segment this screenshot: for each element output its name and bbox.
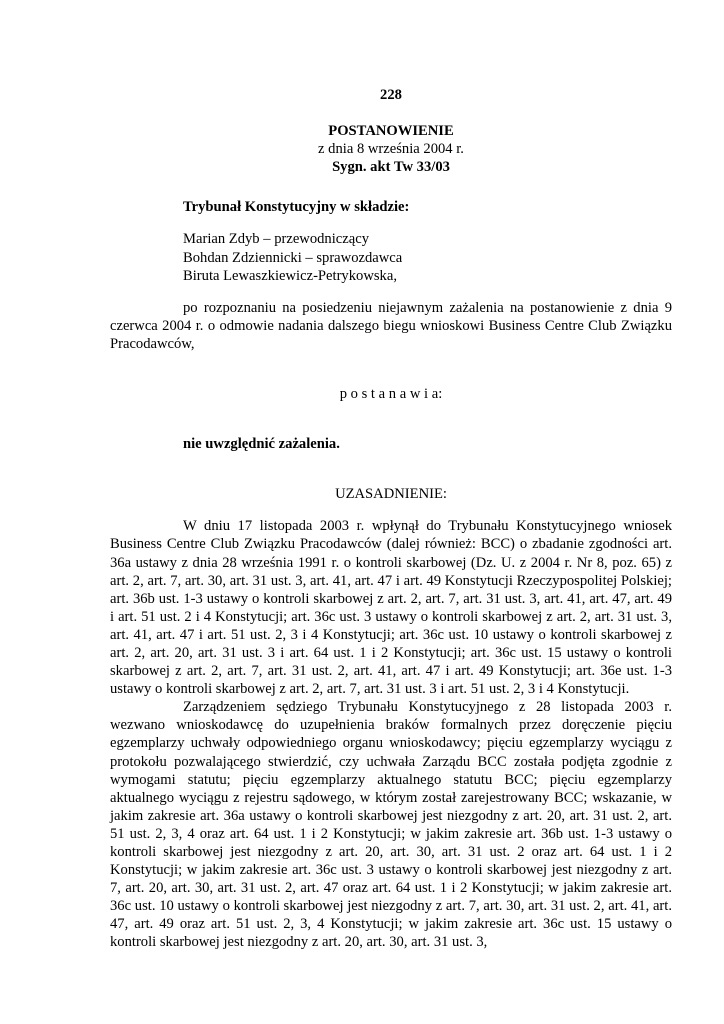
justification-paragraph-2: Zarządzeniem sędziego Trybunału Konstytucyjnego z 28 listopada 2003 r. wezwano wnioskodawcę do uzupełnienia braków formalnych przez doręczenie pięciu egzemplarzy uchwały odpowiedniego organu wnioskodawcy; pięciu egzemplarzy wyciągu z protokołu pozwalającego stwierdzić, czy uchwała Zarządu BCC została podjęta zgodnie z wymogami statutu; pięciu egzemplarzy aktualnego statutu BCC; pięciu egzemplarzy aktualnego wyciągu z rejestru sądowego, w którym został zarejestrowany BCC; wskazanie, w jakim zakresie art. 36a ustawy o kontroli skarbowej jest niezgodny z art. 20, art. 31 ust. 2, art. 51 ust. 2, 3, 4 oraz art. 64 ust. 1 i 2 Konstytucji; w jakim zakresie art. 36b ust. 1-3 ustawy o kontroli skarbowej jest niezgodny z art. 20, art. 30, art. 31 ust. 2 oraz art. 64 ust. 1 i 2 Konstytucji; w jakim zakresie art. 36c ust. 3 ustawy o kontroli skarbowej jest niezgodny z art. 7, art. 20, art. 30, art. 31 ust. 2, art. 47 oraz art. 64 ust. 1 i 2 Konstytucji; w jakim zakresie art. 36c ust. 10 ustawy o kontroli skarbowej jest niezgodny z art. 7, art. 30, art. 31 ust. 2, art. 41, art. 47, art. 49 oraz art. 51 ust. 2, 3, 4 Konstytucji; w jakim zakresie art. 36c ust. 15 ustawy o kontroli skarbowej jest niezgodny z art. 20, art. 30, art. 31 ust. 3, (110, 699, 672, 951)
decision-word: p o s t a n a w i a: (339, 386, 443, 403)
justification-paragraph-1: W dniu 17 listopada 2003 r. wpłynął do Trybunału Konstytucyjnego wniosek Business Centre Club Związku Pracodawców (dalej również: BCC) o zbadanie zgodności art. 36a ustawy z dnia 28 września 1991 r. o kontroli skarbowej (Dz. U. z 2004 r. Nr 8, poz. 65) z art. 2, art. 7, art. 30, art. 31 ust. 3, art. 41, art. 47 i art. 49 Konstytucji Rzeczypospolitej Polskiej; art. 36b ust. 1-3 ustawy o kontroli skarbowej z art. 2, art. 7, art. 31 ust. 3, art. 41, art. 47, art. 49 i art. 51 ust. 2 i 4 Konstytucji; art. 36c ust. 3 ustawy o kontroli skarbowej z art. 2, art. 31 ust. 3, art. 41, art. 47 i art. 51 ust. 2, 3 i 4 Konstytucji; art. 36c ust. 10 ustawy o kontroli skarbowej z art. 2, art. 20, art. 31 ust. 3 i art. 64 ust. 1 i 2 Konstytucji; art. 36c ust. 15 ustawy o kontroli skarbowej z art. 2, art. 7, art. 31 ust. 2, art. 41, art. 47 i art. 49 Konstytucji; art. 36e ust. 1-3 ustawy o kontroli skarbowej z art. 2, art. 7, art. 31 ust. 3 i art. 51 ust. 2, 3 i 4 Konstytucji. (110, 518, 672, 698)
member-rapporteur: Bohdan Zdziennicki – sprawozdawca (183, 249, 403, 266)
intro-paragraph: po rozpoznaniu na posiedzeniu niejawnym zażalenia na postanowienie z dnia 9 czerwca 2004 r. o odmowie nadania dalszego biegu wnioskowi Business Centre Club Związku Pracodawców, (110, 299, 672, 352)
page-number: 228 (380, 87, 402, 103)
composition-heading: Trybunał Konstytucyjny w składzie: (183, 199, 410, 216)
document-title: POSTANOWIENIE (328, 123, 454, 140)
member-third: Biruta Lewaszkiewicz-Petrykowska, (183, 267, 397, 284)
case-signature: Sygn. akt Tw 33/03 (332, 159, 450, 176)
member-chair: Marian Zdyb – przewodniczący (183, 231, 369, 248)
document-date: z dnia 8 września 2004 r. (318, 141, 464, 158)
document-body (110, 86, 672, 952)
justification-title: UZASADNIENIE: (335, 486, 447, 503)
decision-text: nie uwzględnić zażalenia. (183, 436, 340, 453)
composition-members (110, 230, 672, 284)
